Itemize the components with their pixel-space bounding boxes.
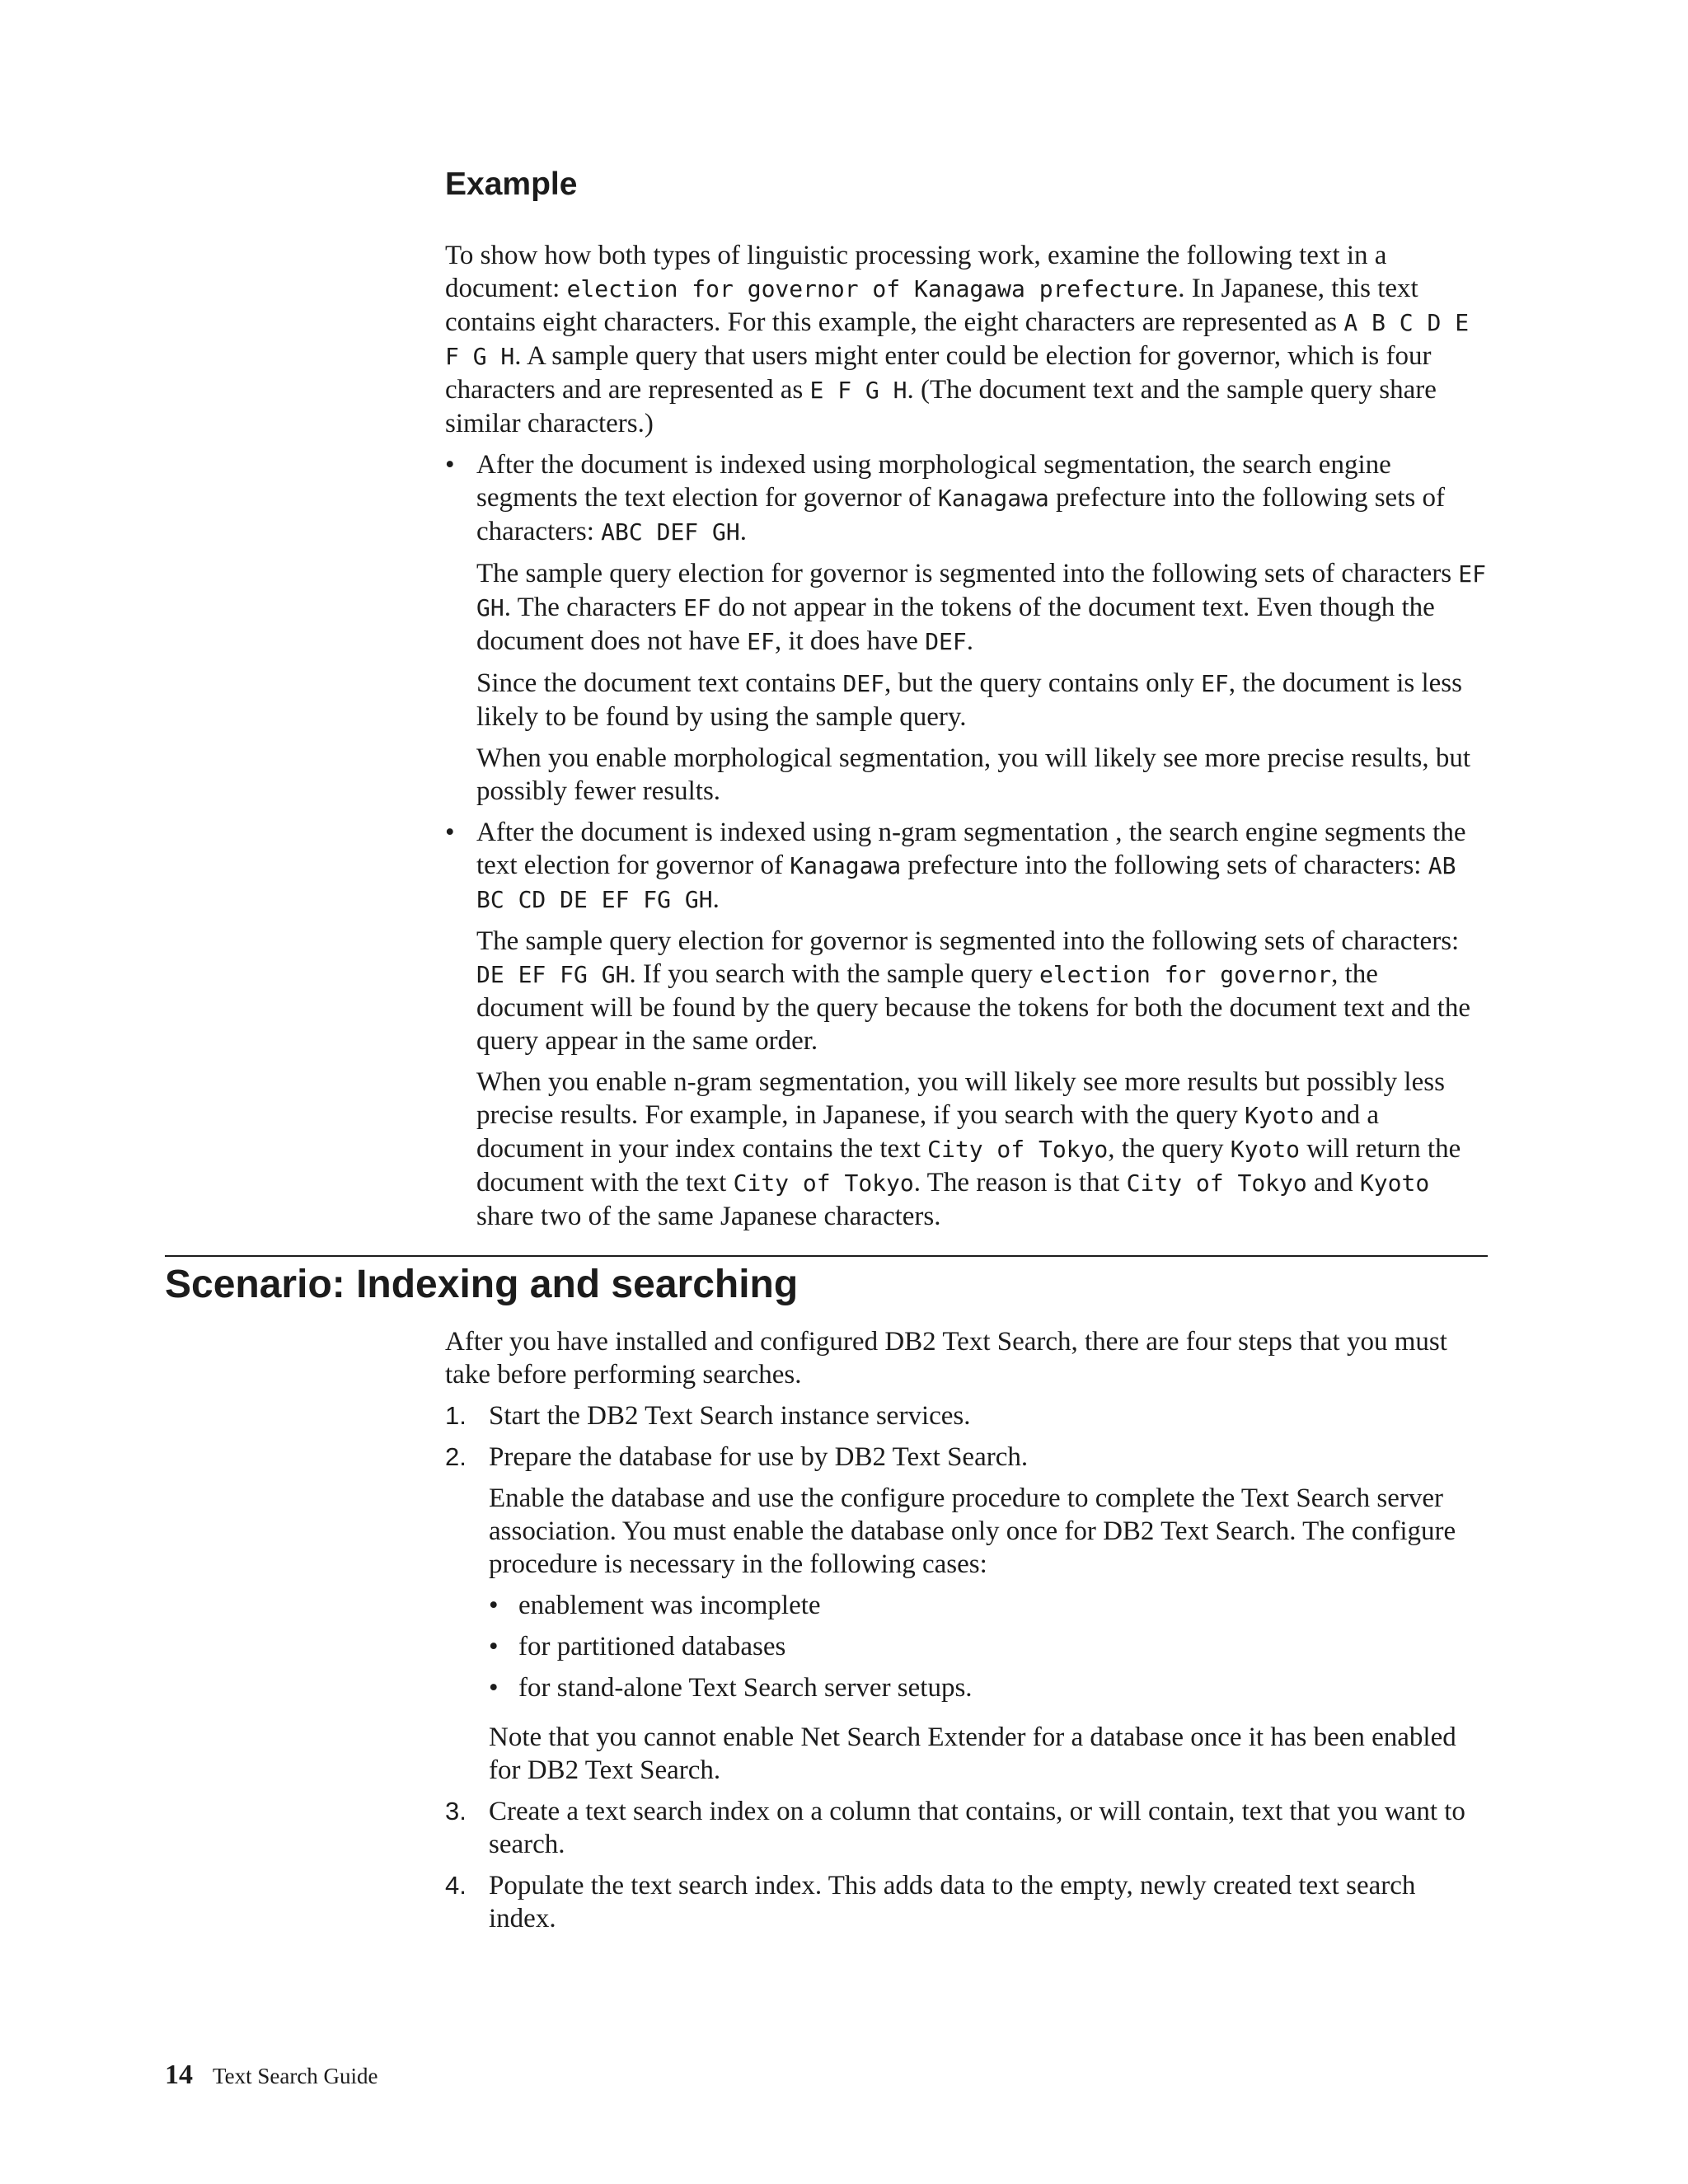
code-text: DEF xyxy=(842,670,885,697)
step-2-cases xyxy=(489,1589,1488,1704)
code-text: DE EF FG GH xyxy=(476,961,630,988)
step-2 xyxy=(445,1441,1488,1787)
code-text: EF xyxy=(683,594,711,621)
scenario-heading: Scenario: Indexing and searching xyxy=(165,1263,799,1306)
step-2-note: Note that you cannot enable Net Search Extender for a database once it has been enabled for DB2 Text Search. xyxy=(489,1722,1456,1785)
code-text: election for governor of Kanagawa prefecture xyxy=(566,275,1179,302)
step-number: 2. xyxy=(445,1442,467,1471)
example-heading: Example xyxy=(445,166,578,202)
step-number: 3. xyxy=(445,1797,467,1825)
section-divider xyxy=(165,1255,1488,1257)
example-section xyxy=(445,239,1488,1241)
page-number: 14 xyxy=(165,2060,193,2090)
code-text: Kyoto xyxy=(1230,1136,1301,1163)
morphological-para-2: The sample query election for governor is segmented into the following sets of characters EF GH. The characters EF do not appear in the tokens of the document text. Even though the document does not have EF, it does have DEF. xyxy=(476,559,1487,656)
list-item xyxy=(445,448,1488,808)
morphological-para-4: When you enable morphological segmentation, you will likely see more precise results, but possibly fewer results. xyxy=(476,743,1471,806)
code-text: A B C D E F G H xyxy=(445,309,1470,370)
step-2-detail: Enable the database and use the configure procedure to complete the Text Search server association. You must enable the database only once for DB2 Text Search. The configure procedure is necessary in the following cases: xyxy=(489,1483,1456,1579)
step-3 xyxy=(445,1795,1488,1861)
code-text: E F G H xyxy=(809,377,907,404)
step-number: 1. xyxy=(445,1401,467,1430)
code-text: EF GH xyxy=(476,560,1487,621)
code-text: election for governor xyxy=(1039,961,1332,988)
step-text: Populate the text search index. This adds data to the empty, newly created text search index. xyxy=(489,1871,1416,1933)
scenario-intro: After you have installed and configured DB2 Text Search, there are four steps that you must take before performing searches. xyxy=(445,1327,1447,1390)
book-title: Text Search Guide xyxy=(213,2064,378,2088)
ngram-para-3: When you enable n-gram segmentation, you will likely see more results but possibly less precise results. For example, in Japanese, if you search with the query Kyoto and a document in your index contains the text City of Tokyo, the query Kyoto will return the document with the text City of Tokyo. The reason is that City of Tokyo and Kyoto share two of the same Japanese characters. xyxy=(476,1067,1461,1231)
code-text: ABC DEF GH xyxy=(601,518,740,546)
code-text: Kyoto xyxy=(1244,1102,1315,1129)
code-text: City of Tokyo xyxy=(733,1169,914,1197)
morphological-para-1: • After the document is indexed using morphological segmentation, the search engine segments the text election for governor of Kanagawa prefecture into the following sets of characters: ABC DEF GH. xyxy=(476,450,1445,546)
morphological-para-3: Since the document text contains DEF, but the query contains only EF, the document is less likely to be found by using the sample query. xyxy=(476,668,1462,732)
segmentation-bullet-list xyxy=(445,448,1488,1233)
step-number: 4. xyxy=(445,1871,467,1900)
step-text: Prepare the database for use by DB2 Text Search. xyxy=(489,1442,1029,1472)
list-item: • for stand-alone Text Search server setups. xyxy=(489,1671,1488,1704)
list-item: • for partitioned databases xyxy=(489,1630,1488,1663)
example-intro: To show how both types of linguistic processing work, examine the following text in a document: election for governor of Kanagawa prefecture. In Japanese, this text contains eight characters. For this example, the eight characters are represented as A B C D E F G H. A sample query that users might enter could be election for governor, which is four characters and are represented as E F G H. (The document text and the sample query share similar characters.) xyxy=(445,241,1470,438)
list-item xyxy=(445,816,1488,1233)
code-text: Kanagawa xyxy=(937,485,1049,512)
step-text: Create a text search index on a column that contains, or will contain, text that you want to search. xyxy=(489,1797,1465,1859)
code-text: AB BC CD DE EF FG GH xyxy=(476,852,1456,913)
page-footer xyxy=(165,2059,378,2093)
steps-list xyxy=(445,1399,1488,1935)
ngram-para-2: The sample query election for governor is segmented into the following sets of characters: DE EF FG GH. If you search with the sample query election for governor, the document will be found by the query because the tokens for both the document text and the query appear in the same order. xyxy=(476,926,1470,1056)
step-text: Start the DB2 Text Search instance services. xyxy=(489,1401,971,1431)
code-text: DEF xyxy=(925,628,967,655)
code-text: EF xyxy=(747,628,775,655)
code-text: City of Tokyo xyxy=(927,1136,1109,1163)
step-1 xyxy=(445,1399,1488,1432)
step-4 xyxy=(445,1869,1488,1935)
list-item: • enablement was incomplete xyxy=(489,1589,1488,1622)
code-text: Kanagawa xyxy=(790,852,902,879)
code-text: City of Tokyo xyxy=(1126,1169,1307,1197)
code-text: EF xyxy=(1201,670,1229,697)
ngram-para-1: • After the document is indexed using n-gram segmentation , the search engine segments the text election for governor of Kanagawa prefecture into the following sets of characters: AB BC CD DE EF FG GH. xyxy=(476,818,1466,914)
scenario-section xyxy=(445,1325,1488,1943)
code-text: Kyoto xyxy=(1359,1169,1430,1197)
